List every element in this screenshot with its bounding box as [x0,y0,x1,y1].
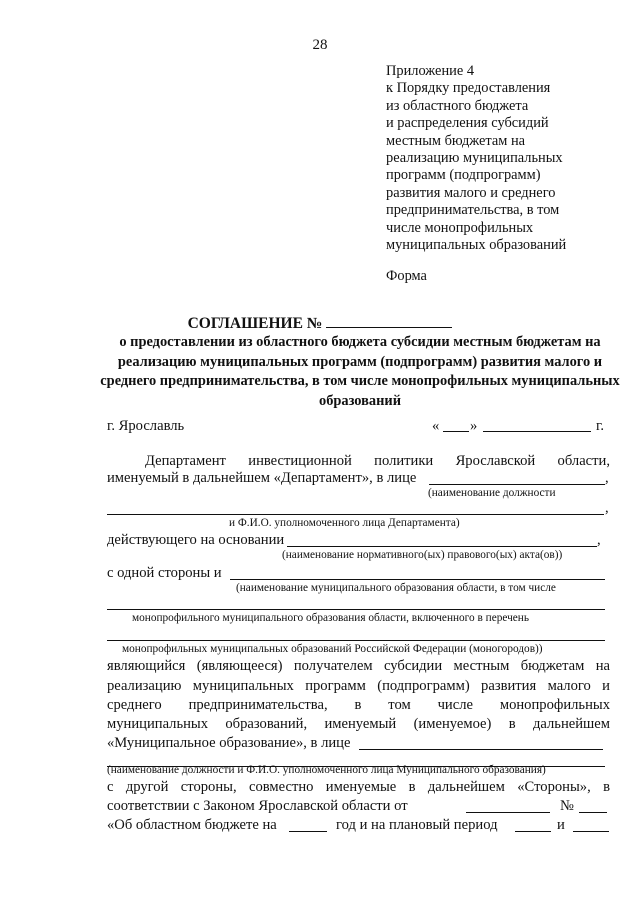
final-line-1: с другой стороны, совместно именуемые в дальнейшем «Стороны», в [107,779,610,795]
comma: , [597,532,601,548]
annex-line: программ (подпрограмм) [386,167,541,184]
law-number-blank[interactable] [579,812,607,813]
document-title [0,313,640,333]
acting-basis: действующего на основании [107,532,285,548]
recipient-line: муниципальных образований, именуемый (именуемое) в дальнейшем [107,716,610,732]
recipient-line: реализацию муниципальных программ (подпрограмм) развития малого и [107,678,610,694]
number-sign: № [560,798,574,814]
hint-municipality-2: монопрофильного муниципального образования области, включенного в перечень [132,612,530,624]
legal-act-blank[interactable] [287,546,597,547]
comma: , [605,500,609,516]
annex-line: и распределения субсидий [386,115,549,132]
annex-line: к Порядку предоставления [386,80,551,97]
one-side: с одной стороны и [107,565,222,581]
annex-line: предпринимательства, в том [386,202,560,219]
agreement-number-blank[interactable] [326,313,452,328]
final-line-2: соответствии с Законом Ярославской области от [107,798,408,814]
recipient-line: среднего предпринимательства, в том числе монопрофильных [107,697,610,713]
date-day-blank[interactable] [443,431,469,432]
final-line-3-mid: год и на плановый период [336,817,498,833]
dept-line-1: Департамент инвестиционной политики Ярославской области, [145,453,610,469]
annex-line: местным бюджетам на [386,132,526,149]
annex-line: муниципальных образований [386,237,567,254]
municipality-in-person: «Муниципальное образование», в лице [107,735,351,751]
comma: , [605,470,609,486]
recipient-line: являющийся (являющееся) получателем субсидии местным бюджетам на [107,658,610,674]
municipality-person-blank[interactable] [359,749,603,750]
date-open-quote: « [432,418,440,434]
municipality-blank-2[interactable] [107,609,605,610]
annex-block [386,63,566,254]
document-title-text: СОГЛАШЕНИЕ № [187,315,323,332]
law-date-blank[interactable] [466,812,550,813]
dept-fio-blank[interactable] [107,514,604,515]
annex-line: из областного бюджета [386,97,529,114]
date-month-blank[interactable] [483,431,591,432]
dept-position-blank[interactable] [429,484,605,485]
annex-line: числе монопрофильных [386,219,534,236]
municipality-blank[interactable] [230,579,605,580]
final-line-3-and: и [557,817,565,833]
hint-municipality-3: монопрофильных муниципальных образований Российской Федерации (моногородов)) [122,643,543,655]
hint-fio-dept: и Ф.И.О. уполномоченного лица Департамента) [229,517,460,529]
hint-fio-municipality: (наименование должности и Ф.И.О. уполномоченного лица Муниципального образования) [107,764,546,776]
page-number: 28 [312,37,328,53]
annex-line: развития малого и среднего [386,184,556,201]
annex-line: Приложение 4 [386,63,475,79]
dept-line-2: именуемый в дальнейшем «Департамент», в лице [107,470,417,486]
planning-period-blank-2[interactable] [573,831,609,832]
final-line-3: «Об областном бюджете на [107,817,277,833]
city-label: г. Ярославль [107,418,185,434]
municipality-blank-3[interactable] [107,640,605,641]
budget-year-blank[interactable] [289,831,327,832]
date-year-suffix: г. [596,418,604,434]
document-subtitle: о предоставлении из областного бюджета субсидии местным бюджетам на реализацию муниципальных программ (подпрограмм) развития малого и среднего предпринимательства, в том числе монопрофильных муниципальных образований [100,334,620,409]
annex-line: реализацию муниципальных [386,150,563,167]
hint-position: (наименование должности [428,487,556,499]
planning-period-blank-1[interactable] [515,831,551,832]
hint-municipality-1: (наименование муниципального образования области, в том числе [236,582,556,594]
hint-legal-act: (наименование нормативного(ых) правового(ых) акта(ов)) [282,549,563,561]
form-label: Форма [386,268,427,284]
date-close-quote: » [470,418,478,434]
